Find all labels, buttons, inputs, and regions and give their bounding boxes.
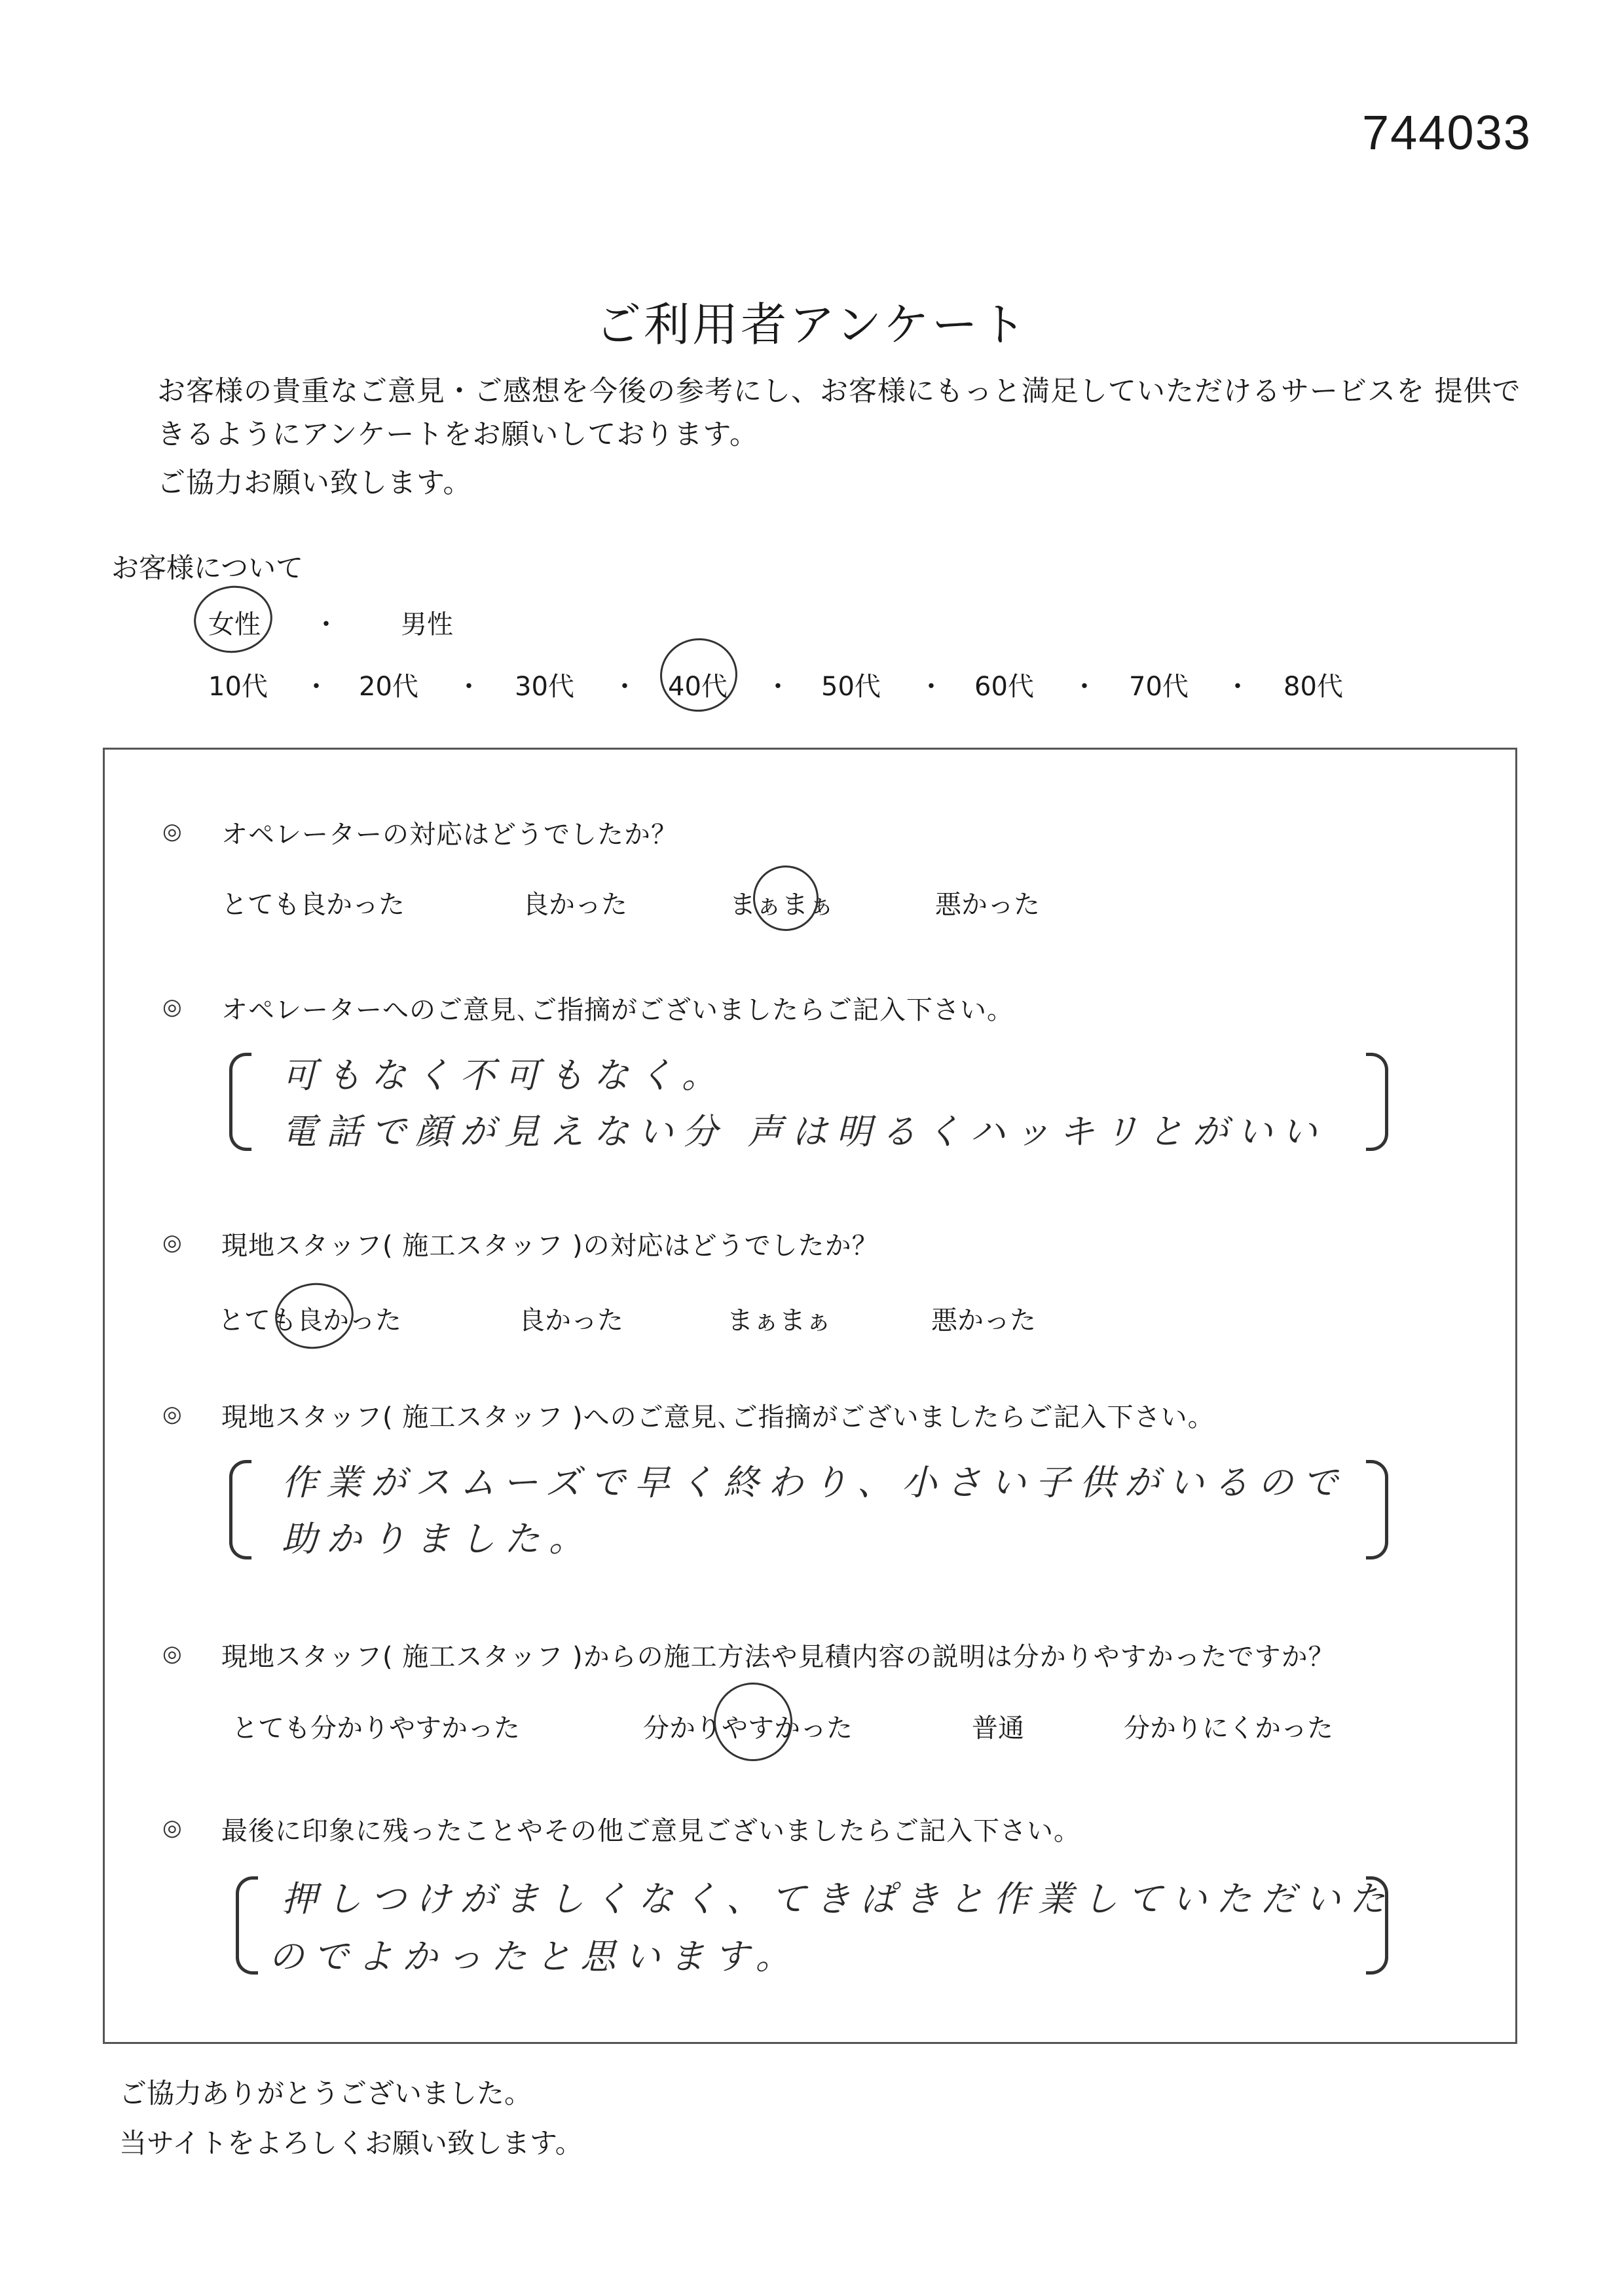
survey-box: [103, 748, 1517, 2044]
q1-option-so-so[interactable]: まぁまぁ: [729, 890, 834, 920]
age-option-60s[interactable]: 60代: [974, 672, 1034, 702]
age-option-10s[interactable]: 10代: [208, 672, 268, 702]
question-staff-feedback: 現地スタッフ( 施工スタッフ )へのご意見､ご指摘がございましたらご記入下さい。: [221, 1402, 1215, 1432]
separator: ・: [303, 672, 329, 702]
age-option-70s[interactable]: 70代: [1129, 672, 1189, 702]
bracket-left: [229, 1460, 251, 1559]
bracket-left: [236, 1876, 258, 1975]
staff-feedback-line2: 助かりました。: [282, 1518, 593, 1559]
gender-option-female[interactable]: 女性: [208, 610, 261, 640]
q3-option-very-good[interactable]: とても良かった: [218, 1305, 401, 1336]
intro-request: ご協力お願い致します。: [157, 467, 472, 500]
question-final-comments: 最後に印象に残ったことやその他ご意見ございましたらご記入下さい。: [221, 1816, 1080, 1846]
separator: ・: [918, 672, 944, 702]
intro-paragraph: お客様の貴重なご意見・ご感想を今後の参考にし、お客様にもっと満足していただけるサービスを 提供できるようにアンケートをお願いしております。: [157, 375, 1521, 451]
q5-option-unclear[interactable]: 分かりにくかった: [1124, 1713, 1333, 1743]
page-title: ご利用者アンケート: [595, 298, 1029, 352]
separator: ・: [456, 672, 482, 702]
staff-feedback-line1: 作業がスムーズで早く終わり、小さい子供がいるので: [282, 1462, 1347, 1503]
separator: ・: [612, 672, 638, 702]
age-option-40s[interactable]: 40代: [668, 672, 728, 702]
separator: ・: [313, 610, 339, 640]
q1-option-very-good[interactable]: とても良かった: [221, 890, 405, 920]
q5-option-clear[interactable]: 分かりやすかった: [643, 1713, 853, 1743]
operator-feedback-line2: 電話で顔が見えない分 声は明るくハッキリとがいい: [282, 1111, 1327, 1152]
question-explanation-clarity: 現地スタッフ( 施工スタッフ )からの施工方法や見積内容の説明は分かりやすかったですか？: [221, 1642, 1335, 1672]
footer-text: [119, 2069, 583, 2168]
q5-option-very-clear[interactable]: とても分かりやすかった: [232, 1713, 520, 1743]
separator: ・: [1225, 672, 1251, 702]
gender-option-male[interactable]: 男性: [401, 610, 453, 640]
final-comment-line2: のでよかったと思います。: [268, 1936, 800, 1977]
age-option-80s[interactable]: 80代: [1283, 672, 1343, 702]
q3-option-so-so[interactable]: まぁまぁ: [727, 1305, 832, 1336]
bullet-icon: ◎: [162, 1641, 182, 1667]
separator: ・: [1071, 672, 1098, 702]
age-option-20s[interactable]: 20代: [359, 672, 418, 702]
bracket-left: [229, 1053, 251, 1151]
intro-text: [157, 370, 1532, 505]
separator: ・: [765, 672, 791, 702]
customer-heading: お客様について: [111, 552, 304, 584]
bullet-icon: ◎: [162, 1230, 182, 1256]
bullet-icon: ◎: [162, 994, 182, 1020]
question-staff-response: 現地スタッフ( 施工スタッフ )の対応はどうでしたか？: [221, 1231, 879, 1261]
question-operator-response: オペレーターの対応はどうでしたか？: [221, 820, 678, 850]
q1-option-bad[interactable]: 悪かった: [935, 890, 1040, 920]
bracket-right: [1366, 1053, 1388, 1151]
footer-thanks: ご協力ありがとうございました。: [119, 2077, 532, 2109]
document-id: 744033: [1362, 105, 1532, 160]
q1-option-good[interactable]: 良かった: [523, 890, 627, 920]
bullet-icon: ◎: [162, 1815, 182, 1841]
operator-feedback-line1: 可もなく不可もなく。: [282, 1055, 726, 1096]
q3-option-good[interactable]: 良かった: [519, 1305, 623, 1336]
final-comment-line1: 押しつけがましくなく、てきぱきと作業していただいた: [282, 1878, 1394, 1920]
q5-option-normal[interactable]: 普通: [972, 1713, 1024, 1743]
age-option-50s[interactable]: 50代: [821, 672, 881, 702]
bullet-icon: ◎: [162, 818, 182, 845]
selection-circle: [189, 581, 276, 658]
age-option-30s[interactable]: 30代: [515, 672, 574, 702]
bracket-right: [1366, 1460, 1388, 1559]
selection-circle: [655, 633, 742, 716]
question-operator-feedback: オペレーターへのご意見､ご指摘がございましたらご記入下さい。: [221, 995, 1014, 1025]
bullet-icon: ◎: [162, 1401, 182, 1427]
footer-request: 当サイトをよろしくお願い致します。: [119, 2127, 583, 2159]
q3-option-bad[interactable]: 悪かった: [931, 1305, 1036, 1336]
